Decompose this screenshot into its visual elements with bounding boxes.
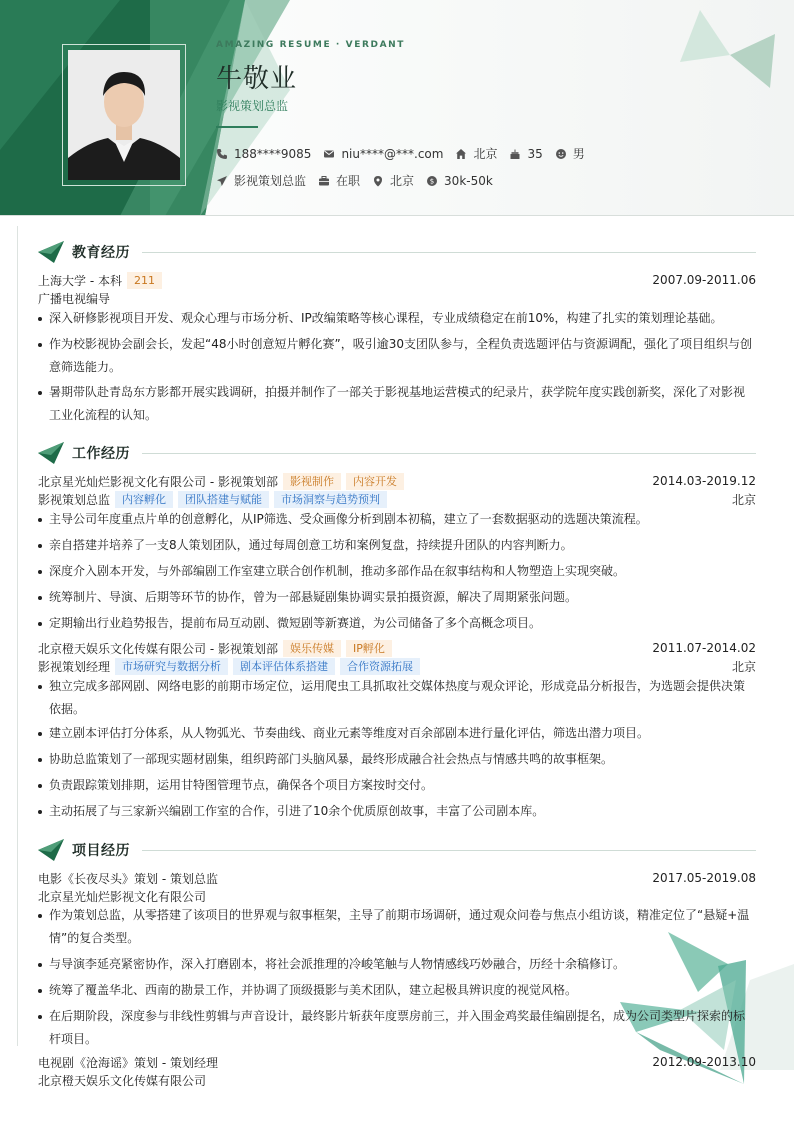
position-text: 影视策划总监	[234, 174, 307, 188]
candidate-title: 影视策划总监	[216, 99, 289, 113]
work-heading: 工作经历	[72, 446, 130, 462]
hometown-text: 北京	[473, 147, 498, 161]
education-bullet: 深入研修影视项目开发、观众心理与市场分析、IP改编策略等核心课程，专业成绩稳定在前10%，构建了扎实的策划理论基础。	[38, 307, 754, 330]
role-tag: 团队搭建与赋能	[178, 491, 269, 508]
hometown-item	[455, 145, 497, 162]
education-period: 2007.09-2011.06	[652, 273, 756, 287]
job-company-row	[38, 472, 756, 490]
age-item	[509, 147, 542, 161]
gender-item	[555, 145, 585, 162]
age-text: 35	[527, 146, 543, 161]
project-name: 电视剧《沧海谣》策划 - 策划经理	[38, 1055, 218, 1070]
intent-info-row	[216, 172, 505, 189]
projects-section-title	[38, 839, 756, 861]
job-role: 影视策划经理	[38, 659, 111, 674]
project-period: 2017.05-2019.08	[652, 871, 756, 885]
svg-text:$: $	[429, 177, 435, 186]
email-text: niu****@***.com	[341, 146, 444, 161]
project-name-row	[38, 869, 756, 887]
job-role-row	[38, 657, 756, 675]
job-role: 影视策划总监	[38, 492, 111, 507]
status-item	[318, 172, 360, 189]
role-tag: 内容孵化	[115, 491, 173, 508]
email-icon	[323, 148, 335, 160]
email-item	[323, 147, 443, 161]
education-heading: 教育经历	[72, 245, 130, 261]
role-tag: 市场研究与数据分析	[115, 658, 228, 675]
job-bullet: 主导公司年度重点片单的创意孵化，从IP筛选、受众画像分析到剧本初稿，建立了一套数据驱动的选题决策流程。	[38, 508, 754, 531]
send-icon	[216, 175, 228, 187]
job-bullet: 主动拓展了与三家新兴编剧工作室的合作，引进了10余个优质原创故事，丰富了公司剧本库。	[38, 800, 754, 823]
job-city: 北京	[731, 659, 756, 674]
phone-text: 188****9085	[234, 146, 312, 161]
job-period: 2014.03-2019.12	[652, 474, 756, 488]
job-bullet: 建立剧本评估打分体系，从人物弧光、节奏曲线、商业元素等维度对百余部剧本进行量化评估，筛选出潜力项目。	[38, 722, 754, 745]
role-tag: 剧本评估体系搭建	[233, 658, 335, 675]
paper-plane-icon	[38, 241, 64, 263]
project-company: 北京橙天娱乐文化传媒有限公司	[38, 1073, 207, 1088]
section-divider	[142, 252, 756, 253]
section-divider	[142, 850, 756, 851]
project-company-row	[38, 1071, 756, 1089]
role-tag: 合作资源拓展	[340, 658, 420, 675]
paper-plane-icon	[38, 442, 64, 464]
status-text: 在职	[336, 174, 361, 188]
job-bullet: 独立完成多部网剧、网络电影的前期市场定位，运用爬虫工具抓取社交媒体热度与观众评论，形成竞品分析报告，为选题会提供决策依据。	[38, 675, 754, 721]
school-badge: 211	[127, 272, 162, 289]
phone-item	[216, 147, 311, 161]
education-bullet: 作为校影视协会副会长，发起“48小时创意短片孵化赛”，吸引逾30支团队参与，全程负责选题评估与资源调配，强化了项目组织与创意筛选能力。	[38, 333, 754, 379]
company-tag: 内容开发	[346, 473, 404, 490]
project-bullet: 与导演李延亮紧密协作，深入打磨剧本，将社会派推理的冷峻笔触与人物情感线巧妙融合，历经十余稿修订。	[38, 953, 754, 976]
project-company-row	[38, 887, 756, 905]
job-bullet: 统筹制片、导演、后期等环节的协作，曾为一部悬疑剧集协调实景拍摄资源，解决了周期紧张问题。	[38, 586, 754, 609]
project-bullet: 统筹了覆盖华北、西南的勘景工作，并协调了顶级摄影与美术团队，建立起极具辨识度的视觉风格。	[38, 979, 754, 1002]
city-text: 北京	[390, 174, 415, 188]
company-tag: 影视制作	[283, 473, 341, 490]
major-name: 广播电视编导	[38, 291, 111, 306]
contact-info-row	[216, 145, 597, 162]
resume-header	[0, 0, 794, 216]
avatar-photo	[68, 50, 180, 180]
salary-item	[426, 174, 493, 188]
position-item	[216, 172, 306, 189]
candidate-name: 牛敬业	[216, 64, 298, 94]
role-tag: 市场洞察与趋势预判	[274, 491, 387, 508]
gender-icon	[555, 148, 567, 160]
job-company: 北京橙天娱乐文化传媒有限公司 - 影视策划部	[38, 641, 278, 656]
city-item	[372, 172, 414, 189]
paper-plane-icon	[38, 839, 64, 861]
education-major-row	[38, 289, 756, 307]
job-role-row	[38, 490, 756, 508]
education-section-title	[38, 241, 756, 263]
education-bullet: 暑期带队赴青岛东方影都开展实践调研，拍摄并制作了一部关于影视基地运营模式的纪录片，获学院年度实践创新奖，深化了对影视工业化流程的认知。	[38, 381, 754, 427]
company-tag: IP孵化	[346, 640, 392, 657]
job-company-row	[38, 639, 756, 657]
job-period: 2011.07-2014.02	[652, 641, 756, 655]
title-underline	[216, 126, 258, 128]
job-bullet: 负责跟踪策划排期，运用甘特图管理节点，确保各个项目方案按时交付。	[38, 774, 754, 797]
job-bullet: 深度介入剧本开发，与外部编剧工作室建立联合创作机制，推动多部作品在叙事结构和人物塑造上实现突破。	[38, 560, 754, 583]
cake-icon	[509, 148, 521, 160]
briefcase-icon	[318, 175, 330, 187]
location-icon	[372, 175, 384, 187]
project-company: 北京星光灿烂影视文化有限公司	[38, 889, 207, 904]
job-company: 北京星光灿烂影视文化有限公司 - 影视策划部	[38, 474, 278, 489]
project-bullet: 作为策划总监，从零搭建了该项目的世界观与叙事框架，主导了前期市场调研，通过观众问卷与焦点小组访谈，精准定位了“悬疑+温情”的复合类型。	[38, 904, 754, 950]
project-name: 电影《长夜尽头》策划 - 策划总监	[38, 871, 218, 886]
job-bullet: 定期输出行业趋势报告，提前布局互动剧、微短剧等新赛道，为公司储备了多个高概念项目。	[38, 612, 754, 635]
company-tag: 娱乐传媒	[283, 640, 341, 657]
gender-text: 男	[572, 147, 585, 161]
projects-heading: 项目经历	[72, 843, 130, 859]
home-icon	[455, 148, 467, 160]
left-rule	[17, 226, 18, 1046]
job-bullet: 亲自搭建并培养了一支8人策划团队，通过每周创意工坊和案例复盘，持续提升团队的内容判断力。	[38, 534, 754, 557]
school-name: 上海大学 - 本科	[38, 273, 122, 288]
project-name-row	[38, 1053, 756, 1071]
header-tagline: AMAZING RESUME · VERDANT	[216, 40, 406, 50]
work-section-title	[38, 442, 756, 464]
job-bullet: 协助总监策划了一部现实题材剧集，组织跨部门头脑风暴，最终形成融合社会热点与情感共鸣的故事框架。	[38, 748, 754, 771]
salary-text: 30k-50k	[444, 173, 493, 188]
project-period: 2012.09-2013.10	[652, 1055, 756, 1069]
project-bullet: 在后期阶段，深度参与非线性剪辑与声音设计，最终影片斩获年度票房前三，并入围金鸡奖最佳编剧提名，成为公司类型片探索的标杆项目。	[38, 1005, 754, 1051]
job-city: 北京	[731, 492, 756, 507]
education-school-row	[38, 271, 756, 289]
money-icon	[426, 175, 438, 187]
section-divider	[142, 453, 756, 454]
phone-icon	[216, 148, 228, 160]
